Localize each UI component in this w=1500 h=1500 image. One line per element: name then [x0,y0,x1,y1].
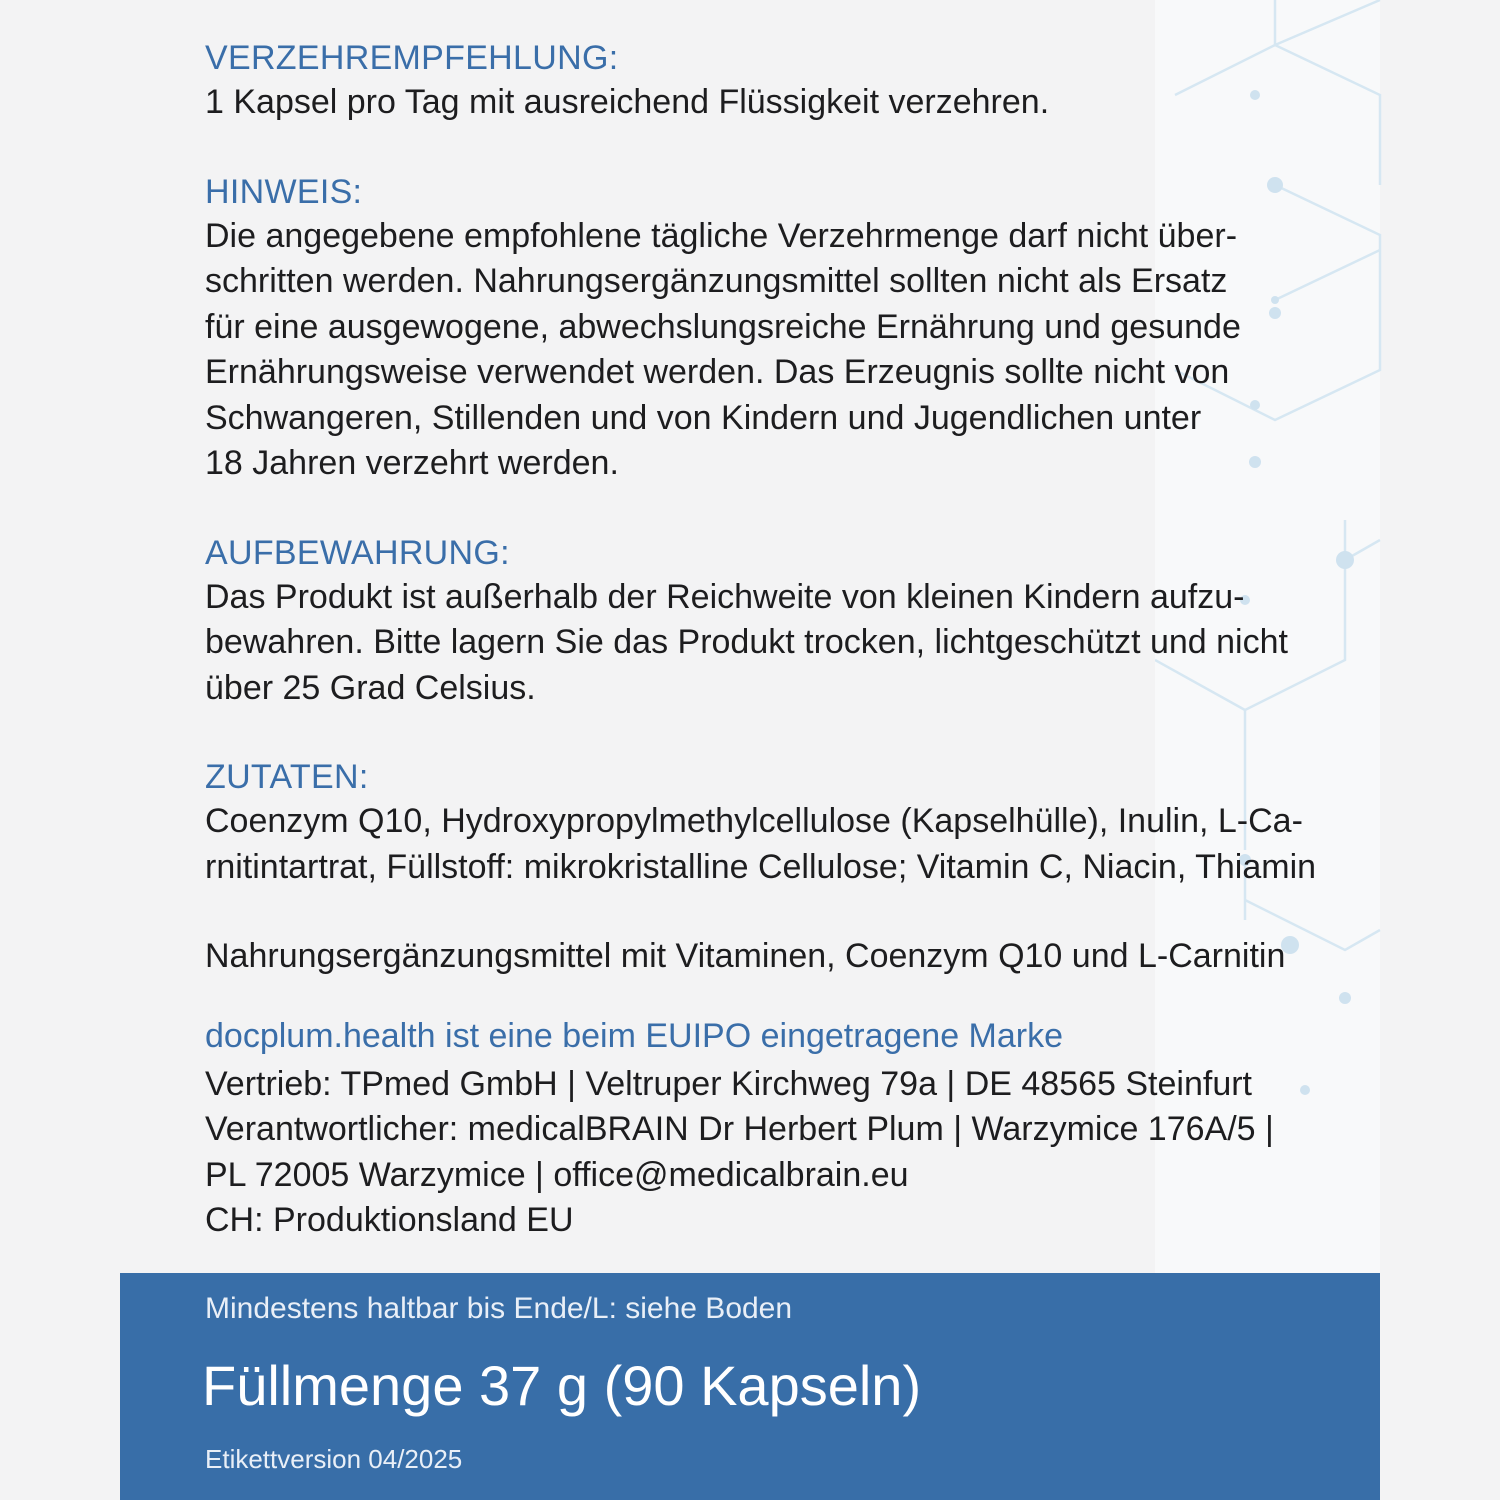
storage-text: Das Produkt ist außerhalb der Reichweite von kleinen Kindern aufzu- bewahren. Bitte lagern Sie das Produkt trocken, lichtgeschützt und nicht über 25 Grad Celsius. [205,577,1288,707]
footer-band [120,1273,1380,1500]
label-content [205,36,1365,1244]
notice-heading: HINWEIS: [205,172,363,211]
best-before-text: Mindestens haltbar bis Ende/L: siehe Boden [205,1292,793,1325]
address-line: PL 72005 Warzymice | office@medicalbrain.eu [205,1155,909,1194]
storage-heading: AUFBEWAHRUNG: [205,533,510,572]
trademark-notice: docplum.health ist eine beim EUIPO eingetragene Marke [205,1016,1064,1055]
distribution-line: Vertrieb: TPmed GmbH | Veltruper Kirchweg 79a | DE 48565 Steinfurt [205,1064,1252,1103]
fill-quantity: Füllmenge 37 g (90 Kapseln) [202,1354,922,1417]
notice-text: Die angegebene empfohlene tägliche Verzehrmenge darf nicht über- schritten werden. Nahrungsergänzungsmittel sollten nicht als Ersatz für eine ausgewogene, abwechslungsreiche Ernährung und gesunde Ernährungsweise verwendet werden. Das Erzeugnis sollte nicht von Schwangeren, Stillenden und von Kindern und Jugendlichen unter 18 Jahren verzehrt werden. [205,216,1241,482]
label-version: Etikettversion 04/2025 [205,1444,463,1474]
product-description: Nahrungsergänzungsmittel mit Vitaminen, Coenzym Q10 und L-Carnitin [205,937,1286,975]
ingredients-text: Coenzym Q10, Hydroxypropylmethylcellulose (Kapselhülle), Inulin, L-Ca- rnitintartrat, Füllstoff: mikrokristalline Cellulose; Vitamin C, Niacin, Thiamin [205,802,1317,886]
dosage-text: 1 Kapsel pro Tag mit ausreichend Flüssigkeit verzehren. [205,83,1050,121]
dosage-heading: VERZEHREMPFEHLUNG: [205,39,619,77]
responsible-line: Verantwortlicher: medicalBRAIN Dr Herbert Plum | Warzymice 176A/5 | [205,1110,1274,1148]
ingredients-heading: ZUTATEN: [205,758,369,796]
origin-line: CH: Produktionsland EU [205,1201,574,1239]
